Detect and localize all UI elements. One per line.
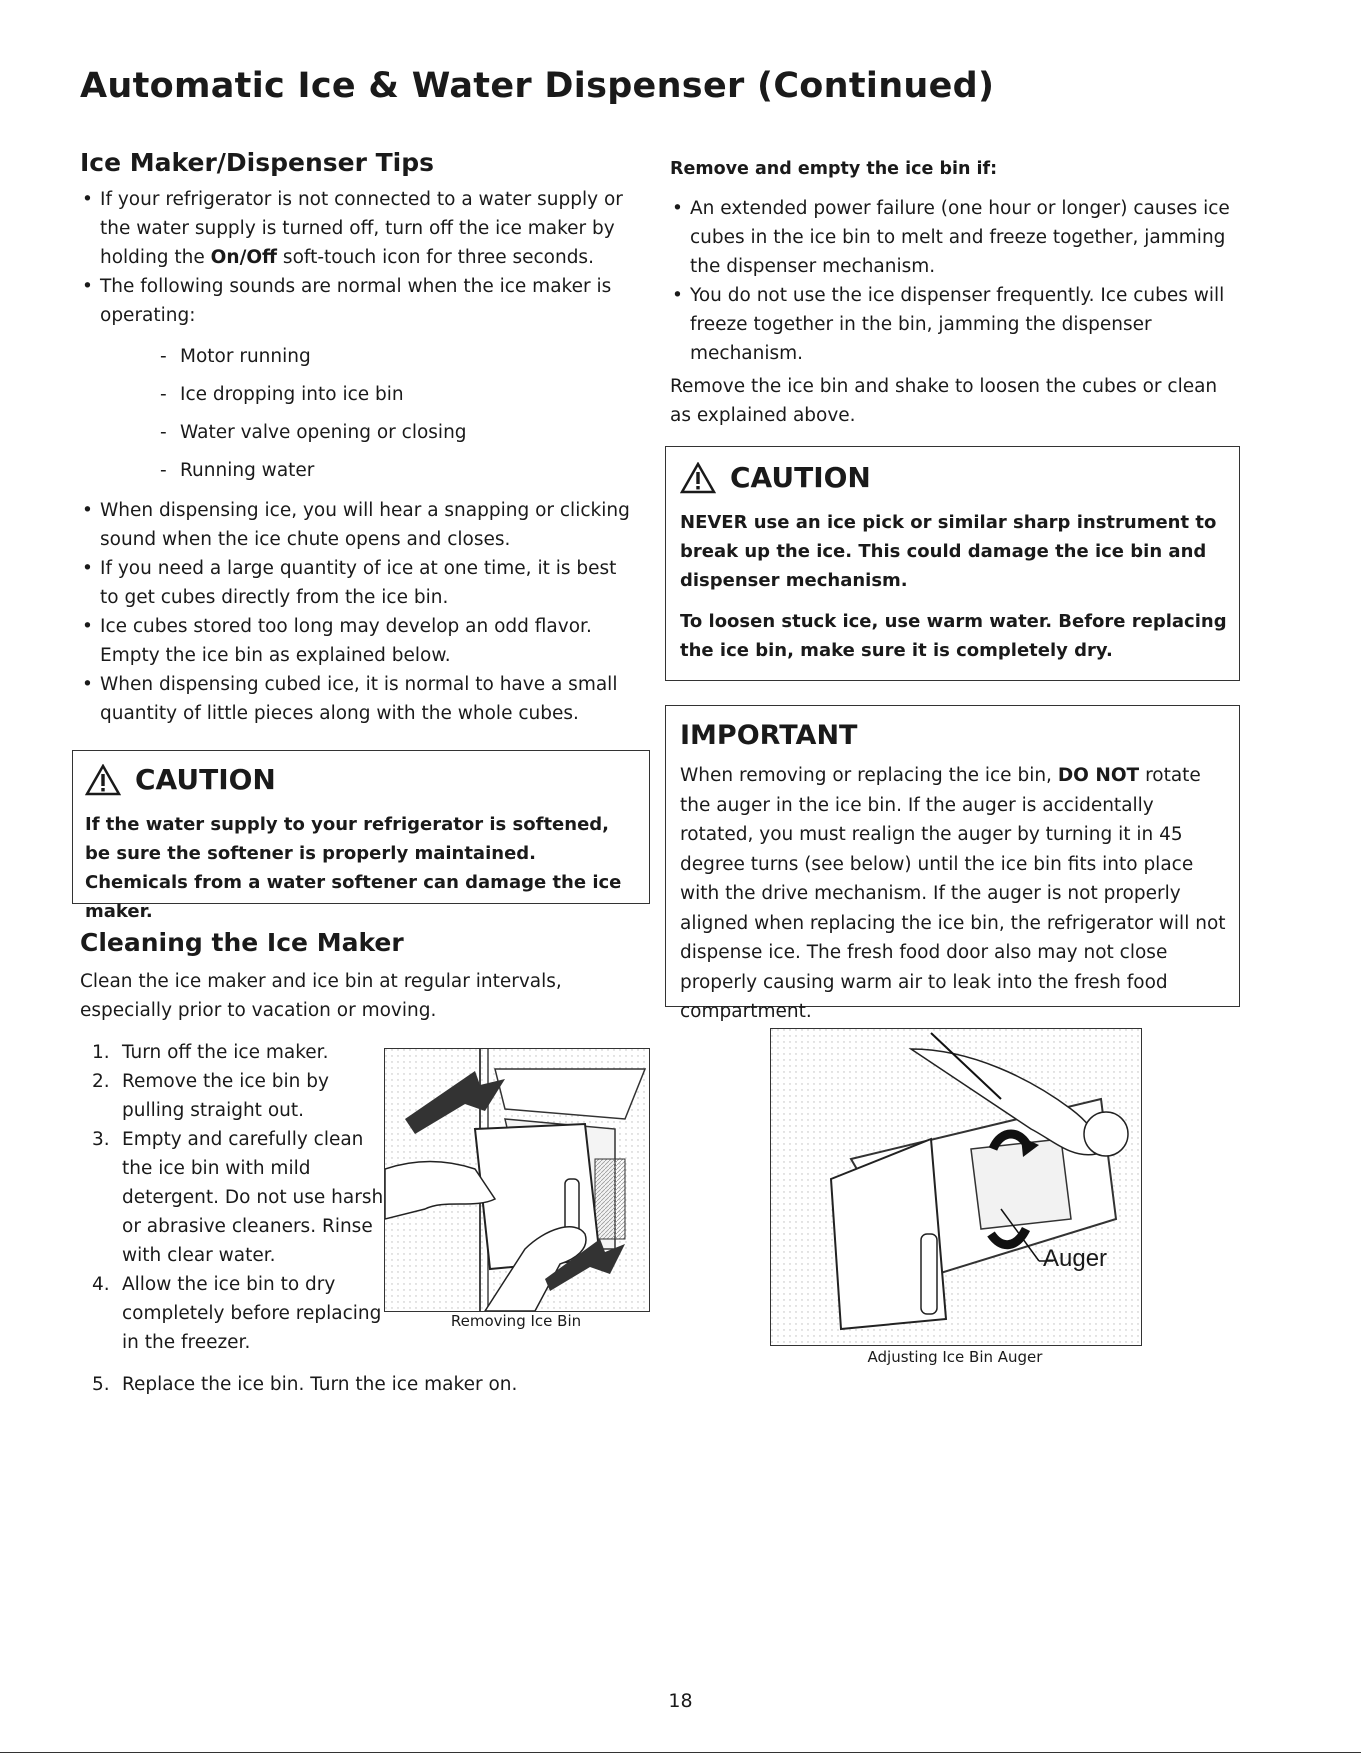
auger-label: Auger bbox=[1043, 1245, 1108, 1272]
sound-item: - Motor running bbox=[160, 338, 640, 376]
caution-title: CAUTION bbox=[85, 763, 639, 796]
important-title: IMPORTANT bbox=[680, 720, 858, 751]
figure1-caption: Removing Ice Bin bbox=[450, 1312, 582, 1330]
remove-item: • An extended power failure (one hour or longer) causes ice cubes in the ice bin to melt and freeze together, jamming the dispenser mechanism. bbox=[670, 194, 1240, 281]
tip-item: • If your refrigerator is not connected to a water supply or the water supply is turned off, turn off the ice maker by holding the On/Off soft-touch icon for three seconds. bbox=[80, 185, 640, 272]
important-box bbox=[665, 705, 1240, 1022]
caution-text: If the water supply to your refrigerator is softened, be sure the softener is properly maintained. Chemicals from a water softener can damage the ice maker. bbox=[85, 814, 622, 922]
remove-item: • You do not use the ice dispenser frequently. Ice cubes will freeze together in the bin, jamming the dispenser mechanism. bbox=[670, 281, 1240, 368]
step-item: 2. Remove the ice bin by pulling straight out. bbox=[92, 1071, 329, 1121]
caution-title: CAUTION bbox=[680, 461, 1227, 494]
sound-item: - Water valve opening or closing bbox=[160, 414, 640, 452]
step-item: 5. Replace the ice bin. Turn the ice maker on. bbox=[92, 1374, 518, 1395]
cleaning-steps-b bbox=[84, 1370, 644, 1399]
page-title: Automatic Ice & Water Dispenser (Continued) bbox=[80, 66, 995, 106]
sound-item: - Ice dropping into ice bin bbox=[160, 376, 640, 414]
important-text: When removing or replacing the ice bin, DO NOT rotate the auger in the ice bin. If the auger is accidentally rotated, you must realign the auger by turning it in 45 degree turns (see below) until the ice bin fits into place with the drive mechanism. If the auger is not properly aligned when replacing the ice bin, the refrigerator will not dispense ice. The fresh food door also may not close properly causing warm air to leak into the fresh food compartment. bbox=[680, 765, 1226, 1022]
caution-box-water-softener bbox=[72, 750, 650, 922]
tips-heading: Ice Maker/Dispenser Tips bbox=[80, 148, 435, 177]
cleaning-steps-a bbox=[84, 1038, 384, 1357]
removing-ice-bin-figure bbox=[384, 1048, 650, 1312]
warning-triangle-icon bbox=[85, 764, 121, 796]
steps-list bbox=[84, 1038, 384, 1357]
caution-box-ice-pick bbox=[665, 446, 1240, 681]
tips-list bbox=[80, 185, 640, 728]
removing-ice-bin-illustration bbox=[385, 1049, 649, 1311]
warning-triangle-icon bbox=[680, 462, 716, 494]
bottom-rule bbox=[0, 1752, 1361, 1753]
step-item: 1. Turn off the ice maker. bbox=[92, 1042, 329, 1063]
tip-item: • If you need a large quantity of ice at one time, it is best to get cubes directly from the ice bin. bbox=[80, 554, 640, 612]
step-item: 4. Allow the ice bin to dry completely before replacing in the freezer. bbox=[92, 1274, 382, 1353]
adjusting-auger-figure bbox=[770, 1028, 1142, 1346]
remove-list bbox=[670, 194, 1240, 368]
tip-item: • When dispensing cubed ice, it is normal to have a small quantity of little pieces along with the whole cubes. bbox=[80, 670, 640, 728]
remove-after: Remove the ice bin and shake to loosen the cubes or clean as explained above. bbox=[670, 376, 1218, 426]
adjusting-auger-illustration bbox=[771, 1029, 1141, 1345]
page-number: 18 bbox=[668, 1690, 693, 1712]
tip-item: • When dispensing ice, you will hear a snapping or clicking sound when the ice chute opens and closes. bbox=[80, 496, 640, 554]
cleaning-intro: Clean the ice maker and ice bin at regular intervals, especially prior to vacation or moving. bbox=[80, 971, 562, 1021]
step-item: 3. Empty and carefully clean the ice bin with mild detergent. Do not use harsh or abrasive cleaners. Rinse with clear water. bbox=[92, 1129, 384, 1266]
cleaning-heading: Cleaning the Ice Maker bbox=[80, 928, 404, 957]
tip-item: • Ice cubes stored too long may develop an odd flavor. Empty the ice bin as explained below. bbox=[80, 612, 640, 670]
right-column bbox=[670, 155, 1240, 430]
figure2-caption: Adjusting Ice Bin Auger bbox=[867, 1348, 1043, 1366]
tip-item: • The following sounds are normal when the ice maker is operating: - Motor running - Ice dropping into ice bin - Water valve opening or closing - Running water bbox=[80, 272, 640, 490]
caution-text: To loosen stuck ice, use warm water. Before replacing the ice bin, make sure it is completely dry. bbox=[680, 611, 1227, 661]
sounds-list bbox=[100, 338, 640, 490]
remove-heading: Remove and empty the ice bin if: bbox=[670, 159, 998, 179]
caution-text: NEVER use an ice pick or similar sharp instrument to break up the ice. This could damage the ice bin and dispenser mechanism. bbox=[680, 512, 1217, 591]
sound-item: - Running water bbox=[160, 452, 640, 490]
left-column bbox=[80, 148, 640, 728]
cleaning-section bbox=[80, 928, 650, 1025]
